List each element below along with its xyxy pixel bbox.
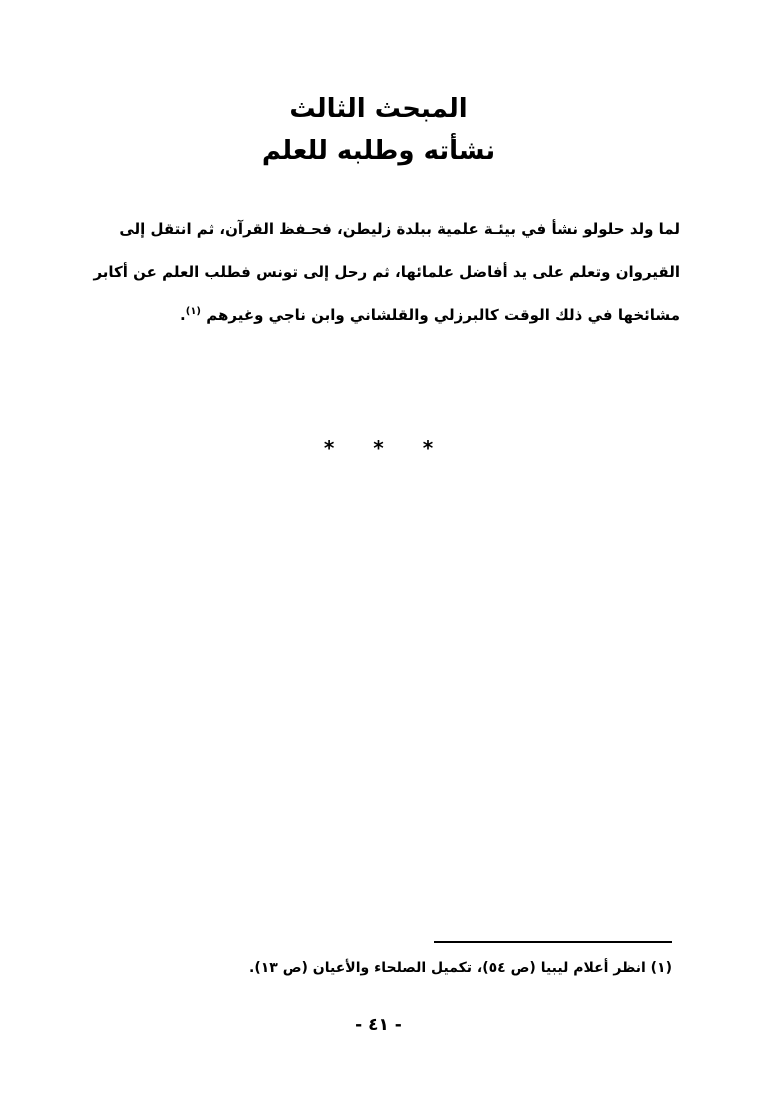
body-line-3-text: مشائخها في ذلك الوقت كالبرزلي والقلشاني وابن ناجي وغيرهم	[206, 306, 680, 324]
section-heading: المبحث الثالث	[289, 94, 468, 124]
page-number: - ٤١ -	[355, 1015, 402, 1035]
body-paragraph	[80, 208, 680, 337]
body-line-2: القيروان وتعلم على يد أفاضل علمائها، ثم رحل إلى تونس فطلب العلم عن أكابر	[93, 263, 680, 281]
separator-star: *	[323, 436, 335, 460]
separator-star: *	[373, 436, 384, 460]
footnote: (١) انظر أعلام ليبيا (ص ٥٤)، تكميل الصلحاء والأعيان (ص ١٣).	[249, 960, 672, 976]
separator-star: *	[422, 436, 434, 460]
body-line-3	[80, 294, 680, 337]
body-line-3-period: .	[180, 306, 186, 324]
body-line-1: لما ولد حلولو نشأ في بيئـة علمية ببلدة زليطن، فحـفظ القرآن، ثم انتقل إلى	[119, 220, 680, 238]
section-subheading: نشأته وطلبه للعلم	[261, 136, 496, 166]
section-separator	[0, 436, 757, 460]
footnote-reference: (١)	[185, 306, 201, 317]
footnote-divider	[434, 941, 672, 943]
